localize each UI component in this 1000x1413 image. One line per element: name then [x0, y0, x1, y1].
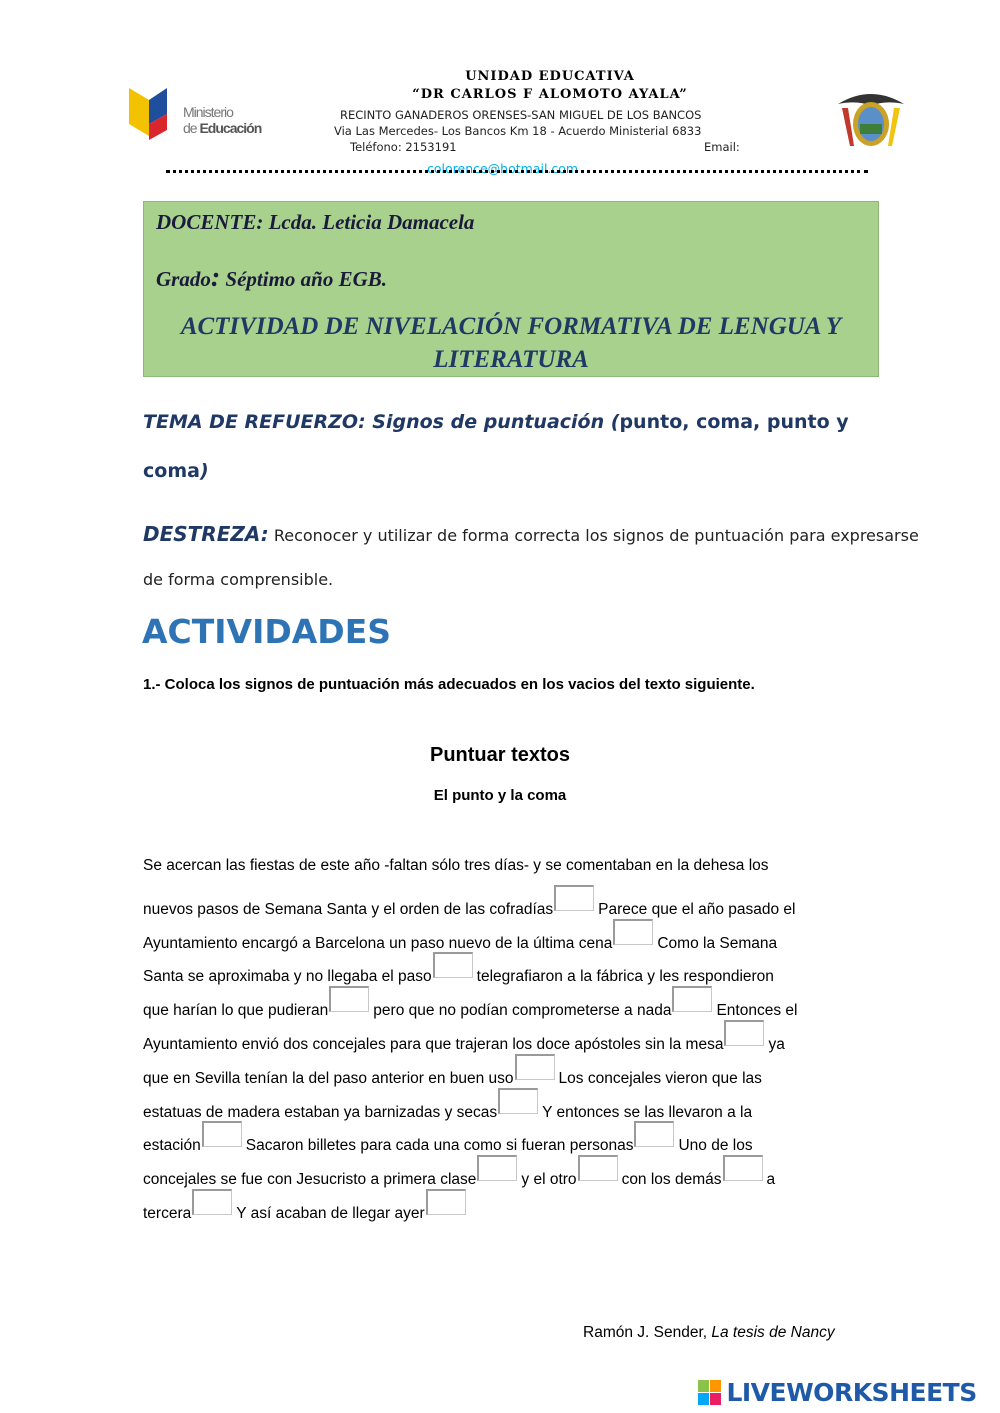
text-line [143, 891, 796, 918]
exercise-title: Puntuar textos [429, 744, 571, 766]
punctuation-blank-input[interactable] [498, 1088, 538, 1114]
text-segment: pero que no podían comprometerse a nada [373, 1002, 672, 1020]
text-line [143, 1026, 785, 1053]
exercise-subtitle: El punto y la coma [433, 787, 567, 804]
text-segment: Se acercan las fiestas de este año -faltan sólo tres días- y se comentaban en la dehesa los [143, 857, 769, 874]
text-line [143, 1094, 753, 1121]
liveworksheets-logo: LIVEWORKSHEETS [698, 1378, 977, 1407]
text-line [143, 1127, 753, 1155]
ministry-flag-icon [127, 84, 183, 142]
punctuation-blank-input[interactable] [329, 986, 369, 1012]
punctuation-blank-input[interactable] [515, 1054, 555, 1080]
instruction: 1.- Coloca los signos de puntuación más adecuados en los vacios del texto siguiente. [143, 676, 755, 693]
liveworksheets-icon [698, 1380, 722, 1406]
text-segment: Como la Semana [657, 934, 778, 952]
punctuation-blank-input[interactable] [477, 1155, 517, 1181]
text-line [143, 992, 798, 1020]
text-segment: nuevos pasos de Semana Santa y el orden de las cofradías [143, 900, 554, 918]
address-2: Via Las Mercedes- Los Bancos Km 18 - Acuerdo Ministerial 6833 [334, 124, 702, 138]
address-1: RECINTO GANADEROS ORENSES-SAN MIGUEL DE LOS BANCOS [340, 108, 702, 122]
text-segment: estatuas de madera estaban ya barnizadas y secas [143, 1103, 498, 1121]
text-line [143, 925, 778, 952]
punctuation-blank-input[interactable] [192, 1189, 232, 1215]
ministry-name-1: Ministerio [183, 104, 233, 120]
text-segment: telegrafiaron a la fábrica y les respondieron [476, 968, 774, 986]
punctuation-blank-input[interactable] [672, 986, 712, 1012]
text-segment: ya [768, 1036, 785, 1053]
punctuation-blank-input[interactable] [578, 1155, 618, 1181]
text-segment: Ayuntamiento encargó a Barcelona un paso nuevo de la última cena [143, 934, 613, 952]
text-segment: Y así acaban de llegar ayer [236, 1205, 425, 1222]
text-segment: con los demás [621, 1171, 722, 1189]
ministry-logo [127, 84, 267, 144]
docente: DOCENTE: Lcda. Leticia Damacela [156, 210, 475, 234]
text-segment: Los concejales vieron que las [558, 1069, 762, 1087]
ministry-name-2: de Educación [183, 120, 262, 136]
text-line [143, 1161, 776, 1189]
text-segment: y el otro [521, 1171, 577, 1189]
text-line [143, 1060, 762, 1087]
punctuation-blank-input[interactable] [433, 952, 473, 978]
attribution: Ramón J. Sender, La tesis de Nancy [583, 1324, 835, 1341]
text-segment: que harían lo que pudieran [143, 1002, 329, 1020]
punctuation-blank-input[interactable] [634, 1121, 674, 1147]
punctuation-blank-input[interactable] [202, 1121, 242, 1147]
activities-heading: ACTIVIDADES [142, 612, 391, 651]
punctuation-blank-input[interactable] [613, 919, 653, 945]
punctuation-blank-input[interactable] [724, 1020, 764, 1046]
punctuation-blank-input[interactable] [554, 885, 594, 911]
info-box [143, 201, 879, 377]
text-line [143, 958, 774, 986]
punctuation-blank-input[interactable] [426, 1189, 466, 1215]
phone: Teléfono: 2153191 [350, 140, 457, 154]
header-divider [166, 170, 868, 173]
school-name-2: “DR CARLOS F ALOMOTO AYALA” [412, 87, 688, 102]
school-name-1: UNIDAD EDUCATIVA [465, 69, 635, 84]
text-line [143, 1195, 470, 1222]
text-line [143, 857, 769, 877]
text-segment: Santa se aproximaba y no llegaba el paso [143, 968, 432, 986]
tema: TEMA DE REFUERZO: Signos de puntuación (punto, coma, punto y coma) [143, 411, 849, 482]
text-segment: que en Sevilla tenían la del paso anterior en buen uso [143, 1069, 514, 1087]
text-segment: Parece que el año pasado el [598, 900, 796, 918]
text-segment: a [766, 1171, 776, 1189]
text-segment: Entonces el [716, 1002, 798, 1020]
text-segment: concejales se fue con Jesucristo a primera clase [143, 1171, 477, 1189]
text-segment: tercera [143, 1205, 192, 1222]
grado: Grado: Séptimo año EGB. [156, 262, 388, 293]
punctuation-blank-input[interactable] [723, 1155, 763, 1181]
email-label: Email: [704, 140, 740, 154]
text-segment: Sacaron billetes para cada una como si fueran personas [245, 1137, 634, 1155]
destreza: DESTREZA: Reconocer y utilizar de forma correcta los signos de puntuación para expresarse de forma comprensible. [143, 522, 919, 589]
email-link[interactable]: colorence@hotmail.com [427, 161, 579, 176]
coat-of-arms-icon [834, 88, 908, 150]
text-segment: Ayuntamiento envió dos concejales para que trajeran los doce apóstoles sin la mesa [143, 1036, 724, 1053]
text-segment: Uno de los [678, 1137, 753, 1155]
text-segment: estación [143, 1137, 201, 1155]
activity-title: ACTIVIDAD DE NIVELACIÓN FORMATIVA DE LENGUA Y LITERATURA [180, 313, 842, 373]
text-segment: Y entonces se las llevaron a la [542, 1103, 753, 1121]
